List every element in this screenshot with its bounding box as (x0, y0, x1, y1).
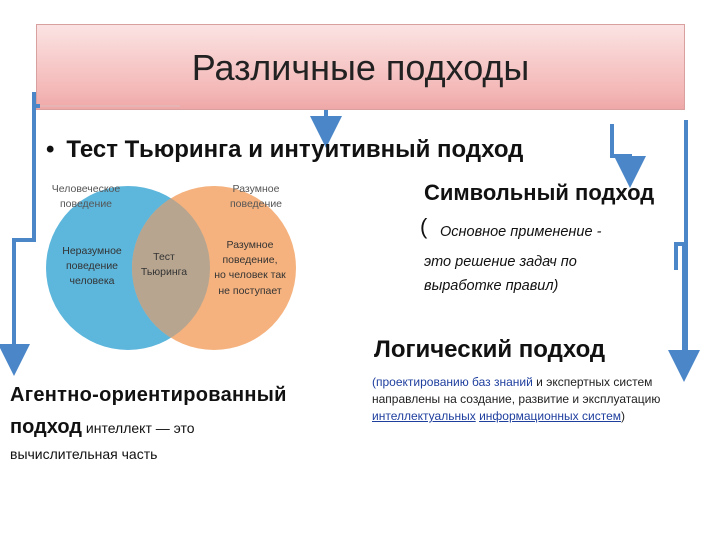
symbolic-title: Символьный подход (424, 180, 655, 205)
bullet-text: Тест Тьюринга и интуитивный подход (66, 136, 524, 163)
logical-title: Логический подход (374, 336, 606, 363)
logical-desc-part2: и экспертных систем направлены на создание, развитие и эксплуатацию (372, 375, 661, 406)
bullet-icon: • (46, 136, 55, 163)
agent-title: Агентно-ориентированный (10, 384, 287, 406)
venn-label-left-inner: Неразумное поведение человека (62, 245, 122, 288)
agent-title-line2 (10, 416, 195, 439)
symbolic-desc-2: это решение задач по выработке правил) (424, 254, 577, 294)
venn-diagram (36, 178, 306, 368)
venn-label-right-inner: Разумное поведение, но человек так не поступает (214, 239, 286, 297)
symbolic-desc-1: Основное применение - (440, 224, 602, 240)
logical-desc-end: ) (621, 409, 625, 423)
venn-label-center: Тест Тьюринга (140, 251, 188, 279)
arrow-symbolic (612, 124, 630, 172)
logical-desc-part1: (проектированию баз знаний (372, 375, 533, 389)
logical-desc (372, 374, 672, 425)
link-intellectual[interactable]: интеллектуальных (372, 409, 476, 423)
bullet-item (46, 136, 523, 164)
slide-title: Различные подходы (191, 47, 530, 88)
venn-label-rational: Разумное поведение (229, 183, 283, 211)
venn-label-human: Человеческое поведение (51, 183, 121, 211)
agent-title-bold: подход (10, 416, 83, 438)
agent-desc: вычислительная часть (10, 446, 158, 462)
link-info-systems[interactable]: информационных систем (479, 409, 621, 423)
symbolic-paren: ( (420, 214, 428, 239)
agent-title-rest: интеллект — это (82, 420, 195, 436)
